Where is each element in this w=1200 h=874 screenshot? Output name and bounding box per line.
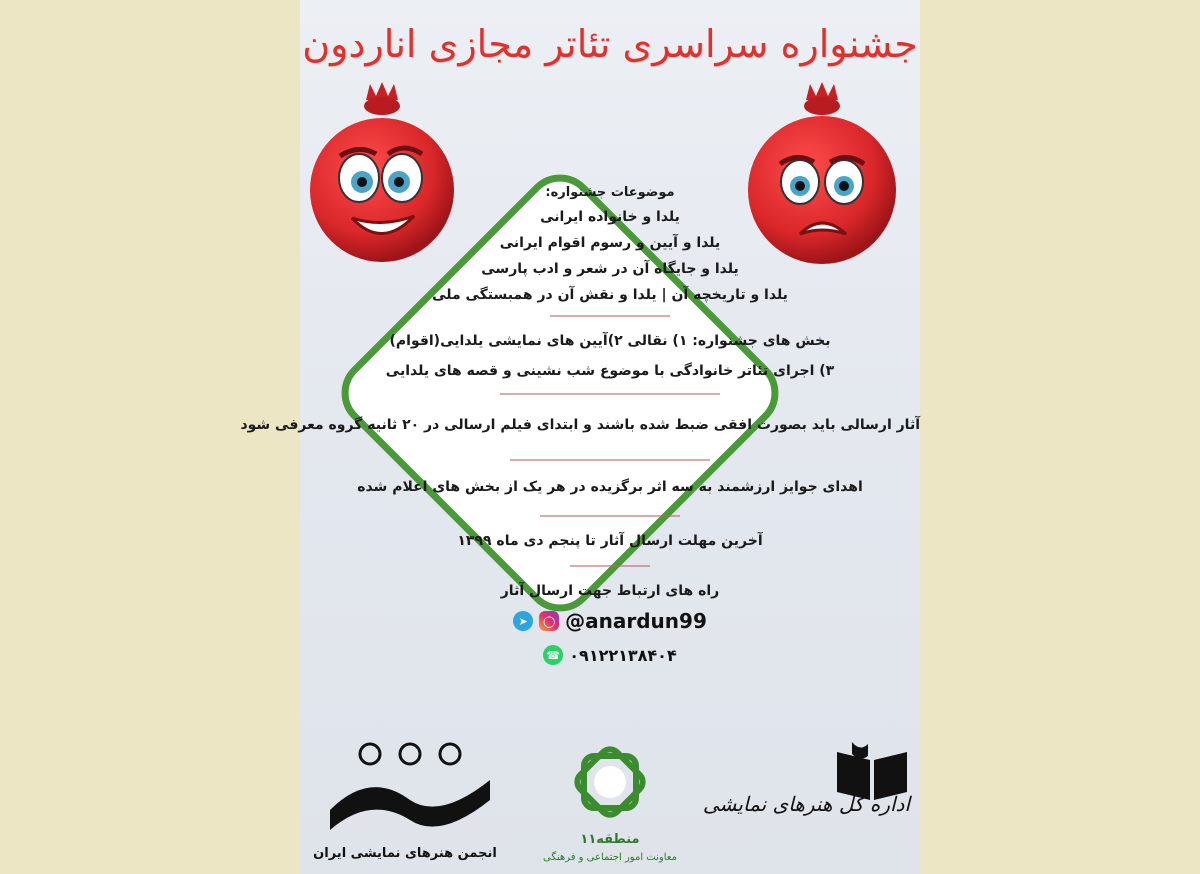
deadline-note: آخرین مهلت ارسال آثار تا پنجم دی ماه ۱۳۹۹ [457,533,763,549]
telegram-icon[interactable]: ➤ [513,611,533,631]
topic-item: یلدا و تاریخچه آن | یلدا و نقش آن در همبستگی ملی [432,287,788,303]
center-subtitle: معاونت امور اجتماعی و فرهنگی [543,852,677,863]
divider [570,565,650,567]
format-note: آثار ارسالی باید بصورت افقی ضبط شده باشند و ابتدای فیلم ارسالی در ۲۰ ثانیه گروه معرفی شود [240,417,920,433]
contact-heading: راه های ارتباط جهت ارسال آثار [500,583,720,599]
instagram-icon[interactable]: ◯ [539,611,559,631]
sections-line-1: بخش های جشنواره: ۱) نقالی ۲)آیین های نمایشی یلدایی(اقوام) [389,333,831,349]
divider [550,315,670,317]
topics-heading: موضوعات جشنواره: [545,185,675,200]
whatsapp-icon[interactable]: ☎ [543,645,563,665]
tehran-municipality-logo [562,734,658,830]
social-handle[interactable]: @anardun99 [565,609,707,633]
awards-note: اهدای جوایز ارزشمند به سه اثر برگزیده در هر یک از بخش های اعلام شده [357,479,863,495]
divider [540,515,680,517]
phone-contact-row [300,645,920,665]
divider [500,393,720,395]
poster [240,0,920,874]
topic-item: یلدا و خانواده ایرانی [540,209,680,225]
social-contact-row [300,609,920,633]
divider [510,459,710,461]
phone-number[interactable]: ۰۹۱۲۲۱۳۸۴۰۴ [569,645,677,665]
topic-item: یلدا و آیین و رسوم اقوام ایرانی [499,235,721,251]
topic-item: یلدا و جایگاه آن در شعر و ادب پارسی [481,261,739,277]
sections-line-2: ۳) اجرای تئاتر خانوادگی با موضوع شب نشینی و قصه های یلدایی [385,363,835,379]
poster-content [240,185,920,685]
right-org-name: اداره کل هنرهای نمایشی [702,792,910,816]
poster-title: جشنواره سراسری تئاتر مجازی اناردون [302,22,918,66]
theatre-association-logo [310,740,500,840]
center-region: منطقه۱۱ [580,832,640,847]
left-org-name: انجمن هنرهای نمایشی ایران [313,846,497,861]
